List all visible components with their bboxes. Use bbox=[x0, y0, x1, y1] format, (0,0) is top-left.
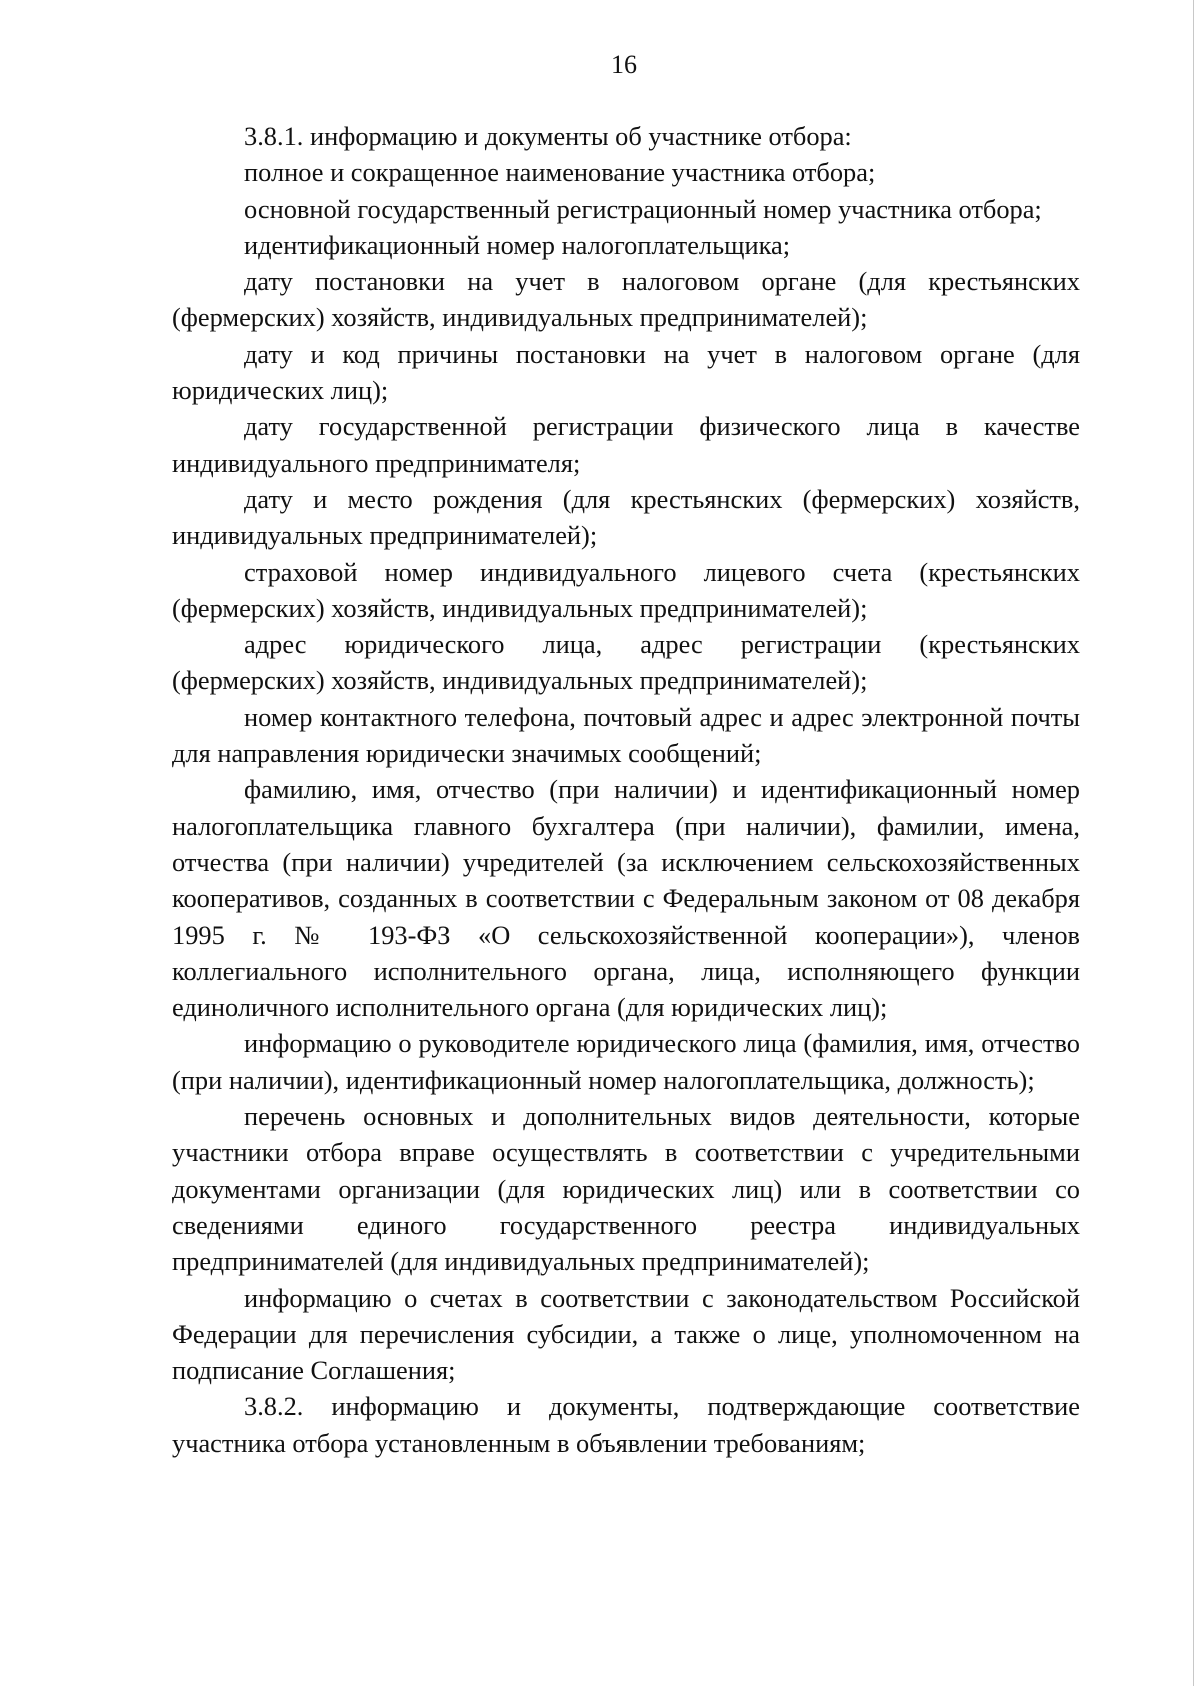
paragraph: информацию о счетах в соответствии с законодательством Российской Федерации для перечисления субсидии, а также о лице, уполномоченном на подписание Соглашения; bbox=[172, 1282, 1080, 1386]
page-edge-line bbox=[1193, 0, 1194, 1686]
paragraph: идентификационный номер налогоплательщика; bbox=[244, 229, 791, 260]
paragraph: дату и код причины постановки на учет в налоговом органе (для юридических лиц); bbox=[172, 338, 1080, 406]
paragraph: страховой номер индивидуального лицевого счета (крестьянских (фермерских) хозяйств, индивидуальных предпринимателей); bbox=[172, 556, 1080, 623]
paragraph: 3.8.2. информацию и документы, подтверждающие соответствие участника отбора установленным в объявлении требованиям; bbox=[172, 1391, 1080, 1458]
paragraph: 3.8.1. информацию и документы об участнике отбора: bbox=[244, 121, 852, 151]
page-number: 16 bbox=[611, 50, 637, 79]
paragraph: номер контактного телефона, почтовый адрес и адрес электронной почты для направления юридически значимых сообщений; bbox=[172, 701, 1080, 769]
paragraph: дату и место рождения (для крестьянских (фермерских) хозяйств, индивидуальных предпринимателей); bbox=[172, 483, 1080, 551]
document-body bbox=[172, 118, 1080, 1461]
paragraph: перечень основных и дополнительных видов деятельности, которые участники отбора вправе осуществлять в соответствии с учредительными документами организации (для юридических лиц) или в соответствии со сведениями единого государственного реестра индивидуальных предпринимателей (для индивидуальных предпринимателей); bbox=[172, 1101, 1080, 1277]
paragraph: фамилию, имя, отчество (при наличии) и идентификационный номер налогоплательщика главного бухгалтера (при наличии), фамилии, имена, отчества (при наличии) учредителей (за исключением сельскохозяйственных кооперативов, созданных в соответствии с Федеральным законом от 08 декабря 1995 г. № 193-ФЗ «О сельскохозяйственной кооперации»), членов коллегиального исполнительного органа, лица, исполняющего функции единоличного исполнительного органа (для юридических лиц); bbox=[172, 774, 1080, 1023]
paragraph: информацию о руководителе юридического лица (фамилия, имя, отчество (при наличии), идентификационный номер налогоплательщика, должность); bbox=[172, 1028, 1080, 1095]
paragraph: основной государственный регистрационный номер участника отбора; bbox=[244, 193, 1042, 224]
paragraph: полное и сокращенное наименование участника отбора; bbox=[244, 157, 876, 188]
paragraph: дату государственной регистрации физического лица в качестве индивидуального предпринимателя; bbox=[172, 411, 1080, 478]
paragraph: адрес юридического лица, адрес регистрации (крестьянских (фермерских) хозяйств, индивидуальных предпринимателей); bbox=[172, 629, 1080, 696]
paragraph: дату постановки на учет в налоговом органе (для крестьянских (фермерских) хозяйств, индивидуальных предпринимателей); bbox=[172, 266, 1080, 333]
